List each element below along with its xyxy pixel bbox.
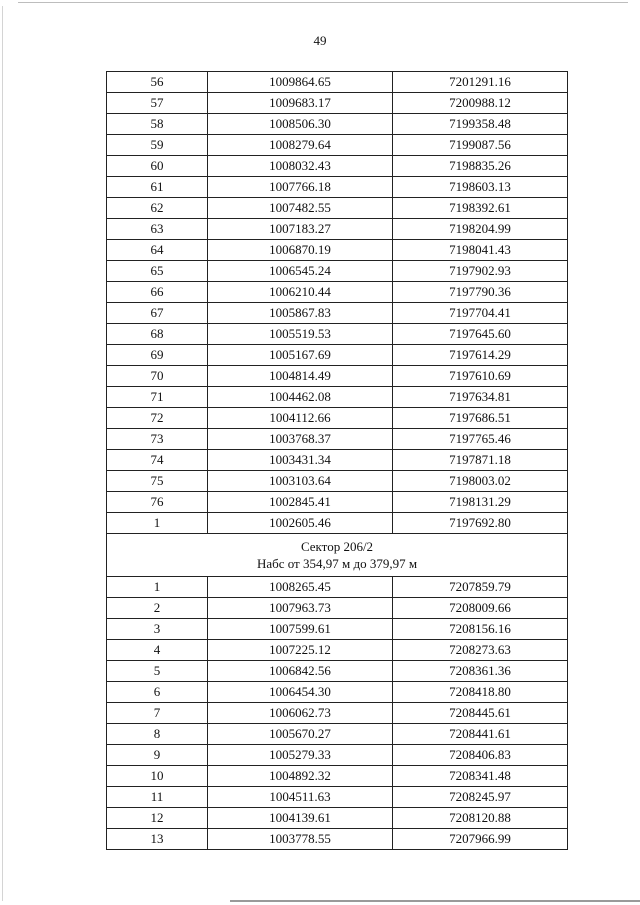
table-row xyxy=(107,745,568,766)
table-row xyxy=(107,240,568,261)
table-body-part-1 xyxy=(107,72,568,534)
scan-edge-bottom xyxy=(230,900,640,902)
x-coordinate-cell: 1007225.12 xyxy=(208,640,393,661)
x-coordinate-cell: 1002605.46 xyxy=(208,513,393,534)
scan-edge-top xyxy=(18,2,628,3)
x-coordinate-cell: 1005167.69 xyxy=(208,345,393,366)
x-coordinate-cell: 1003778.55 xyxy=(208,829,393,850)
point-number-cell: 73 xyxy=(107,429,208,450)
table-row xyxy=(107,135,568,156)
point-number-cell: 66 xyxy=(107,282,208,303)
x-coordinate-cell: 1008279.64 xyxy=(208,135,393,156)
x-coordinate-cell: 1005279.33 xyxy=(208,745,393,766)
point-number-cell: 72 xyxy=(107,408,208,429)
point-number-cell: 12 xyxy=(107,808,208,829)
x-coordinate-cell: 1002845.41 xyxy=(208,492,393,513)
y-coordinate-cell: 7198003.02 xyxy=(393,471,568,492)
y-coordinate-cell: 7208341.48 xyxy=(393,766,568,787)
y-coordinate-cell: 7198041.43 xyxy=(393,240,568,261)
y-coordinate-cell: 7197645.60 xyxy=(393,324,568,345)
table-row xyxy=(107,724,568,745)
point-number-cell: 65 xyxy=(107,261,208,282)
y-coordinate-cell: 7208361.36 xyxy=(393,661,568,682)
table-row xyxy=(107,577,568,598)
x-coordinate-cell: 1006454.30 xyxy=(208,682,393,703)
page-number: 49 xyxy=(313,33,327,48)
table-row xyxy=(107,114,568,135)
scan-edge-left xyxy=(2,6,3,901)
y-coordinate-cell: 7208009.66 xyxy=(393,598,568,619)
x-coordinate-cell: 1004112.66 xyxy=(208,408,393,429)
point-number-cell: 75 xyxy=(107,471,208,492)
table-row xyxy=(107,261,568,282)
table-row xyxy=(107,324,568,345)
table-row xyxy=(107,829,568,850)
point-number-cell: 76 xyxy=(107,492,208,513)
x-coordinate-cell: 1008506.30 xyxy=(208,114,393,135)
y-coordinate-cell: 7208441.61 xyxy=(393,724,568,745)
table-row xyxy=(107,429,568,450)
y-coordinate-cell: 7197692.80 xyxy=(393,513,568,534)
x-coordinate-cell: 1004139.61 xyxy=(208,808,393,829)
table-row xyxy=(107,303,568,324)
section-cell xyxy=(107,534,568,577)
point-number-cell: 13 xyxy=(107,829,208,850)
y-coordinate-cell: 7208418.80 xyxy=(393,682,568,703)
y-coordinate-cell: 7199087.56 xyxy=(393,135,568,156)
x-coordinate-cell: 1005519.53 xyxy=(208,324,393,345)
x-coordinate-cell: 1004814.49 xyxy=(208,366,393,387)
table-row xyxy=(107,72,568,93)
table-row xyxy=(107,177,568,198)
x-coordinate-cell: 1008265.45 xyxy=(208,577,393,598)
y-coordinate-cell: 7198603.13 xyxy=(393,177,568,198)
point-number-cell: 3 xyxy=(107,619,208,640)
point-number-cell: 69 xyxy=(107,345,208,366)
x-coordinate-cell: 1006210.44 xyxy=(208,282,393,303)
point-number-cell: 58 xyxy=(107,114,208,135)
y-coordinate-cell: 7208445.61 xyxy=(393,703,568,724)
table-row xyxy=(107,513,568,534)
point-number-cell: 62 xyxy=(107,198,208,219)
x-coordinate-cell: 1004511.63 xyxy=(208,787,393,808)
point-number-cell: 7 xyxy=(107,703,208,724)
y-coordinate-cell: 7207859.79 xyxy=(393,577,568,598)
point-number-cell: 57 xyxy=(107,93,208,114)
point-number-cell: 59 xyxy=(107,135,208,156)
table-row xyxy=(107,387,568,408)
point-number-cell: 63 xyxy=(107,219,208,240)
x-coordinate-cell: 1004892.32 xyxy=(208,766,393,787)
x-coordinate-cell: 1005670.27 xyxy=(208,724,393,745)
table-row xyxy=(107,598,568,619)
table-row xyxy=(107,661,568,682)
y-coordinate-cell: 7197765.46 xyxy=(393,429,568,450)
section-subtitle: Набс от 354,97 м до 379,97 м xyxy=(256,556,418,571)
x-coordinate-cell: 1004462.08 xyxy=(208,387,393,408)
table-row xyxy=(107,471,568,492)
x-coordinate-cell: 1003431.34 xyxy=(208,450,393,471)
y-coordinate-cell: 7197790.36 xyxy=(393,282,568,303)
x-coordinate-cell: 1007599.61 xyxy=(208,619,393,640)
table-row xyxy=(107,219,568,240)
table-row xyxy=(107,198,568,219)
x-coordinate-cell: 1008032.43 xyxy=(208,156,393,177)
y-coordinate-cell: 7208406.83 xyxy=(393,745,568,766)
x-coordinate-cell: 1007766.18 xyxy=(208,177,393,198)
section-title: Сектор 206/2 xyxy=(300,539,374,554)
table-row xyxy=(107,640,568,661)
point-number-cell: 64 xyxy=(107,240,208,261)
y-coordinate-cell: 7208245.97 xyxy=(393,787,568,808)
x-coordinate-cell: 1005867.83 xyxy=(208,303,393,324)
point-number-cell: 1 xyxy=(107,513,208,534)
point-number-cell: 70 xyxy=(107,366,208,387)
table-body-part-2 xyxy=(107,577,568,850)
y-coordinate-cell: 7197614.29 xyxy=(393,345,568,366)
y-coordinate-cell: 7197871.18 xyxy=(393,450,568,471)
table-row xyxy=(107,808,568,829)
point-number-cell: 71 xyxy=(107,387,208,408)
table-row xyxy=(107,408,568,429)
table-row xyxy=(107,492,568,513)
point-number-cell: 9 xyxy=(107,745,208,766)
point-number-cell: 74 xyxy=(107,450,208,471)
y-coordinate-cell: 7198204.99 xyxy=(393,219,568,240)
point-number-cell: 5 xyxy=(107,661,208,682)
x-coordinate-cell: 1007482.55 xyxy=(208,198,393,219)
x-coordinate-cell: 1009864.65 xyxy=(208,72,393,93)
table-row xyxy=(107,366,568,387)
table-row xyxy=(107,703,568,724)
table-row xyxy=(107,682,568,703)
coordinates-table xyxy=(106,71,568,850)
point-number-cell: 68 xyxy=(107,324,208,345)
y-coordinate-cell: 7198131.29 xyxy=(393,492,568,513)
point-number-cell: 61 xyxy=(107,177,208,198)
point-number-cell: 1 xyxy=(107,577,208,598)
y-coordinate-cell: 7201291.16 xyxy=(393,72,568,93)
y-coordinate-cell: 7207966.99 xyxy=(393,829,568,850)
x-coordinate-cell: 1007183.27 xyxy=(208,219,393,240)
section-header xyxy=(107,534,568,577)
y-coordinate-cell: 7208120.88 xyxy=(393,808,568,829)
table-row xyxy=(107,766,568,787)
y-coordinate-cell: 7208156.16 xyxy=(393,619,568,640)
table-row xyxy=(107,787,568,808)
y-coordinate-cell: 7197686.51 xyxy=(393,408,568,429)
x-coordinate-cell: 1006545.24 xyxy=(208,261,393,282)
x-coordinate-cell: 1006842.56 xyxy=(208,661,393,682)
point-number-cell: 67 xyxy=(107,303,208,324)
y-coordinate-cell: 7208273.63 xyxy=(393,640,568,661)
x-coordinate-cell: 1009683.17 xyxy=(208,93,393,114)
x-coordinate-cell: 1007963.73 xyxy=(208,598,393,619)
y-coordinate-cell: 7197902.93 xyxy=(393,261,568,282)
y-coordinate-cell: 7200988.12 xyxy=(393,93,568,114)
y-coordinate-cell: 7197634.81 xyxy=(393,387,568,408)
point-number-cell: 2 xyxy=(107,598,208,619)
table-row xyxy=(107,93,568,114)
point-number-cell: 10 xyxy=(107,766,208,787)
table-row xyxy=(107,282,568,303)
x-coordinate-cell: 1003103.64 xyxy=(208,471,393,492)
table-row xyxy=(107,345,568,366)
point-number-cell: 60 xyxy=(107,156,208,177)
point-number-cell: 4 xyxy=(107,640,208,661)
x-coordinate-cell: 1006870.19 xyxy=(208,240,393,261)
table-row xyxy=(107,619,568,640)
table-row xyxy=(107,450,568,471)
point-number-cell: 8 xyxy=(107,724,208,745)
y-coordinate-cell: 7198835.26 xyxy=(393,156,568,177)
table-row xyxy=(107,156,568,177)
point-number-cell: 56 xyxy=(107,72,208,93)
y-coordinate-cell: 7199358.48 xyxy=(393,114,568,135)
y-coordinate-cell: 7197610.69 xyxy=(393,366,568,387)
point-number-cell: 11 xyxy=(107,787,208,808)
y-coordinate-cell: 7197704.41 xyxy=(393,303,568,324)
point-number-cell: 6 xyxy=(107,682,208,703)
section-row xyxy=(107,534,568,577)
y-coordinate-cell: 7198392.61 xyxy=(393,198,568,219)
x-coordinate-cell: 1003768.37 xyxy=(208,429,393,450)
x-coordinate-cell: 1006062.73 xyxy=(208,703,393,724)
